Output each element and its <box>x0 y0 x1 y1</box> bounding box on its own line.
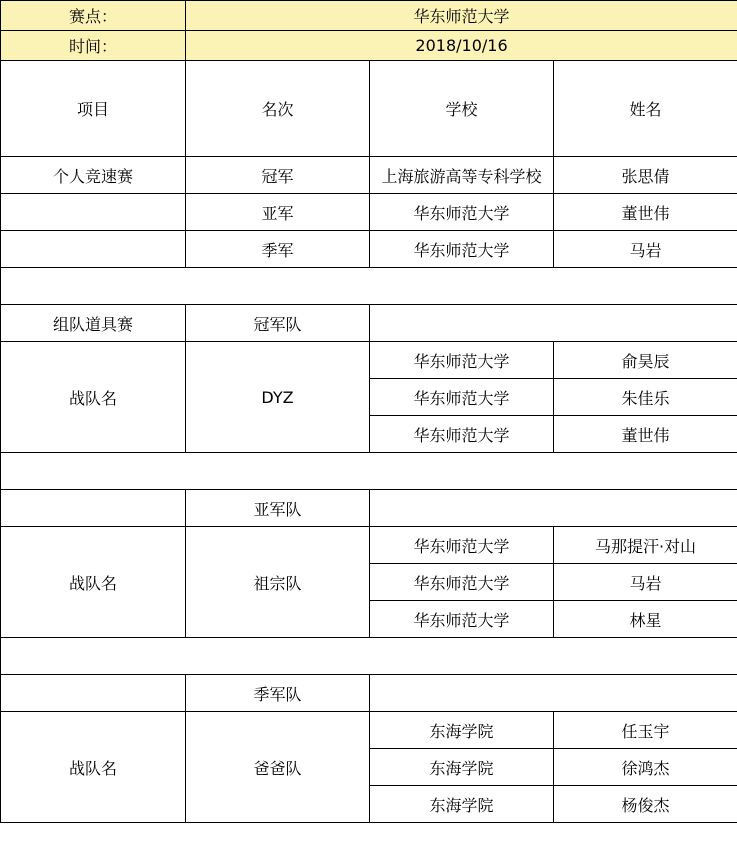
name-cell: 马岩 <box>554 231 737 268</box>
spacer-row <box>1 453 737 490</box>
empty-cell <box>1 453 737 490</box>
name-cell: 俞昊辰 <box>554 342 737 379</box>
table-row <box>1 157 737 194</box>
empty-cell <box>370 305 737 342</box>
spacer-row <box>1 638 737 675</box>
table-row <box>1 231 737 268</box>
venue-label: 赛点： <box>1 1 186 31</box>
time-row <box>1 31 737 61</box>
place-cell: 季军队 <box>186 675 370 712</box>
name-cell: 朱佳乐 <box>554 379 737 416</box>
name-cell: 任玉宇 <box>554 712 737 749</box>
header-event: 项目 <box>1 61 186 157</box>
table-row <box>1 305 737 342</box>
place-cell: 冠军队 <box>186 305 370 342</box>
table-row <box>1 527 737 564</box>
school-cell: 华东师范大学 <box>370 342 554 379</box>
empty-cell <box>1 490 186 527</box>
empty-cell <box>1 231 186 268</box>
empty-cell <box>370 675 737 712</box>
team-label-cell: 战队名 <box>1 342 186 453</box>
table-row <box>1 342 737 379</box>
header-school: 学校 <box>370 61 554 157</box>
table-row <box>1 490 737 527</box>
school-cell: 东海学院 <box>370 712 554 749</box>
table-row <box>1 675 737 712</box>
team-label-cell: 战队名 <box>1 527 186 638</box>
venue-row <box>1 1 737 31</box>
school-cell: 华东师范大学 <box>370 564 554 601</box>
venue-value: 华东师范大学 <box>186 1 737 31</box>
table-row <box>1 712 737 749</box>
team-label-cell: 战队名 <box>1 712 186 823</box>
name-cell: 林星 <box>554 601 737 638</box>
header-rank: 名次 <box>186 61 370 157</box>
name-cell: 张思倩 <box>554 157 737 194</box>
school-cell: 东海学院 <box>370 786 554 823</box>
empty-cell <box>1 268 737 305</box>
time-value: 2018/10/16 <box>186 31 737 61</box>
school-cell: 华东师范大学 <box>370 194 554 231</box>
school-cell: 华东师范大学 <box>370 416 554 453</box>
table-row <box>1 194 737 231</box>
team-name-cell: 爸爸队 <box>186 712 370 823</box>
school-cell: 华东师范大学 <box>370 379 554 416</box>
name-cell: 马那提汗·对山 <box>554 527 737 564</box>
event-team: 组队道具赛 <box>1 305 186 342</box>
empty-cell <box>1 194 186 231</box>
school-cell: 华东师范大学 <box>370 231 554 268</box>
empty-cell <box>1 638 737 675</box>
name-cell: 董世伟 <box>554 416 737 453</box>
spacer-row <box>1 268 737 305</box>
place-cell: 亚军队 <box>186 490 370 527</box>
event-individual: 个人竞速赛 <box>1 157 186 194</box>
name-cell: 徐鸿杰 <box>554 749 737 786</box>
school-cell: 华东师范大学 <box>370 601 554 638</box>
rank-cell: 季军 <box>186 231 370 268</box>
empty-cell <box>1 675 186 712</box>
empty-cell <box>370 490 737 527</box>
school-cell: 上海旅游高等专科学校 <box>370 157 554 194</box>
rank-cell: 冠军 <box>186 157 370 194</box>
team-name-cell: 祖宗队 <box>186 527 370 638</box>
header-row <box>1 61 737 157</box>
rank-cell: 亚军 <box>186 194 370 231</box>
school-cell: 东海学院 <box>370 749 554 786</box>
team-name-cell: DYZ <box>186 342 370 453</box>
school-cell: 华东师范大学 <box>370 527 554 564</box>
header-name: 姓名 <box>554 61 737 157</box>
time-label: 时间： <box>1 31 186 61</box>
name-cell: 董世伟 <box>554 194 737 231</box>
name-cell: 马岩 <box>554 564 737 601</box>
name-cell: 杨俊杰 <box>554 786 737 823</box>
